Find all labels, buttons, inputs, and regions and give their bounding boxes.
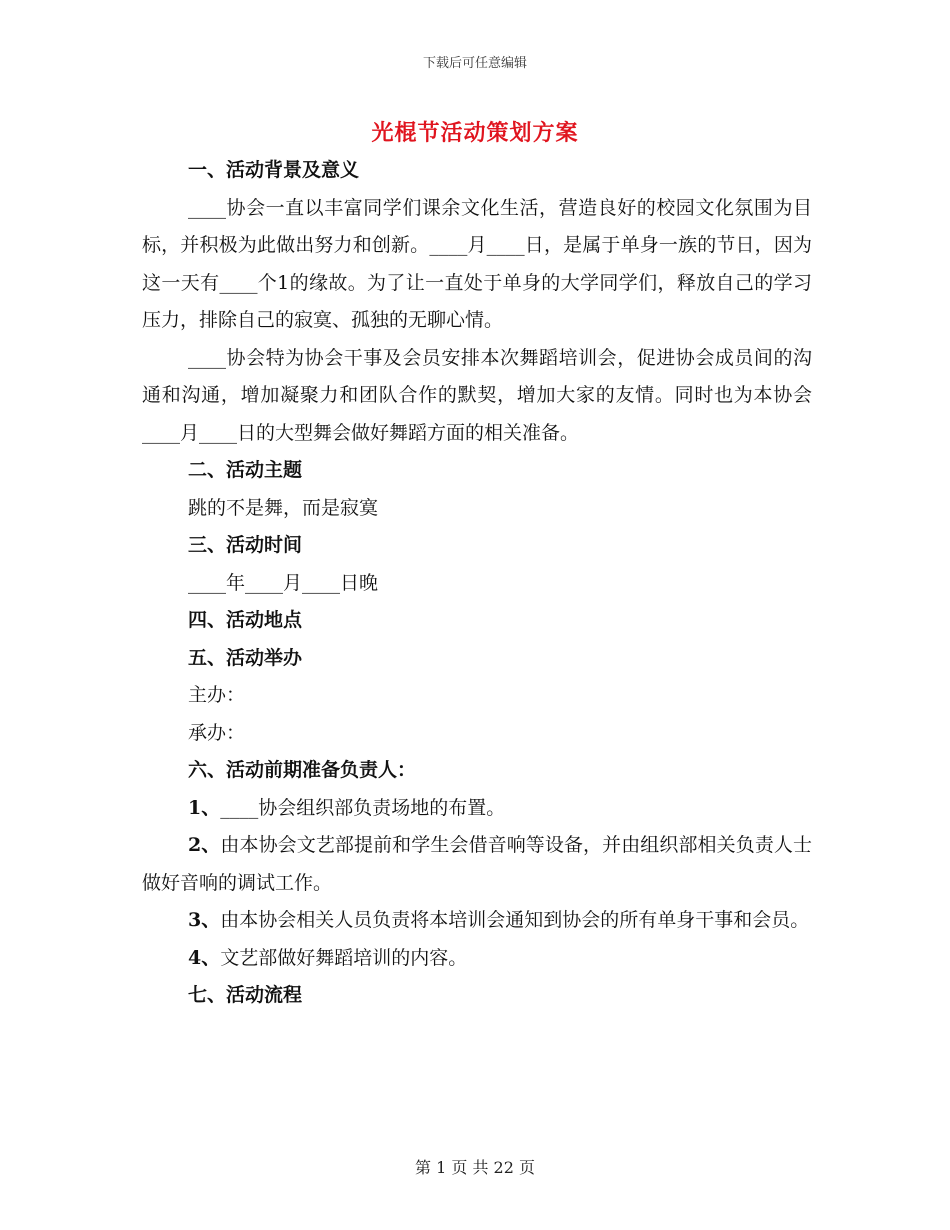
prep-item-4 (142, 940, 812, 978)
prep-item-number: 2、 (188, 834, 221, 856)
prep-item-1 (142, 790, 812, 828)
page-footer: 第 1 页 共 22 页 (415, 1158, 535, 1177)
co-host-label: 承办： (188, 721, 246, 744)
section-heading-theme: 二、活动主题 (188, 459, 303, 481)
theme-text: 跳的不是舞，而是寂寞 (188, 496, 379, 519)
prep-item-text: 由本协会文艺部提前和学生会借音响等设备，并由组织部相关负责人士做好音响的调试工作。 (142, 834, 812, 894)
prep-item-text: 由本协会相关人员负责将本培训会通知到协会的所有单身干事和会员。 (220, 909, 810, 931)
section-heading-background: 一、活动背景及意义 (188, 159, 360, 181)
document-title: 光棍节活动策划方案 (371, 121, 579, 146)
section-heading-time: 三、活动时间 (188, 534, 303, 556)
background-paragraph-1: ____协会一直以丰富同学们课余文化生活，营造良好的校园文化氛围为目标，并积极为此做出努力和创新。____月____日，是属于单身一族的节日，因为这一天有____个1的缘故。为了让一直处于单身的大学同学们，释放自己的学习压力，排除自己的寂寞、孤独的无聊心情。 (142, 196, 812, 331)
host-label: 主办： (188, 684, 246, 706)
section-heading-location: 四、活动地点 (188, 609, 303, 631)
prep-item-number: 1、 (188, 796, 221, 819)
prep-item-2 (142, 827, 812, 902)
prep-item-3 (142, 902, 812, 940)
background-paragraph-2: ____协会特为协会干事及会员安排本次舞蹈培训会，促进协会成员间的沟通和沟通，增加凝聚力和团队合作的默契，增加大家的友情。同时也为本协会____月____日的大型舞会做好舞蹈方面的相关准备。 (142, 346, 812, 444)
prep-item-number: 3、 (188, 909, 221, 931)
prep-item-number: 4、 (188, 946, 221, 969)
prep-item-text: 文艺部做好舞蹈培训的内容。 (220, 946, 468, 969)
section-heading-organizers: 五、活动举办 (188, 646, 303, 669)
section-heading-process: 七、活动流程 (188, 984, 303, 1006)
page-header: 下载后可任意编辑 (422, 56, 527, 71)
prep-item-text: ____协会组织部负责场地的布置。 (220, 796, 506, 819)
document-body (142, 152, 812, 1015)
time-text: ____年____月____日晚 (188, 571, 379, 594)
section-heading-preparation: 六、活动前期准备负责人： (188, 759, 417, 781)
